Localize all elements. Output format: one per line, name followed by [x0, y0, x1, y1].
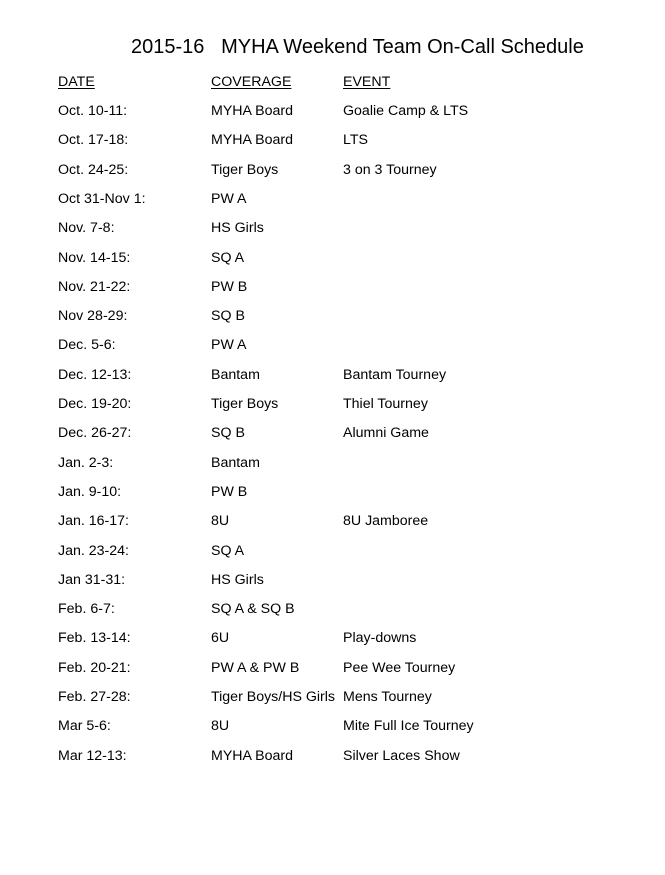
- row-coverage: PW A & PW B: [211, 660, 300, 676]
- table-row: [0, 599, 665, 619]
- row-coverage: 6U: [211, 630, 230, 646]
- row-coverage: SQ A: [211, 543, 245, 559]
- table-row: [0, 423, 665, 443]
- table-row: [0, 394, 665, 414]
- table-row: [0, 482, 665, 502]
- row-coverage: Bantam: [211, 455, 260, 471]
- row-coverage: 8U: [211, 513, 230, 529]
- row-event: Play-downs: [343, 630, 417, 646]
- row-coverage: Bantam: [211, 367, 260, 383]
- row-date: Nov. 14-15:: [58, 250, 131, 266]
- table-row: [0, 335, 665, 355]
- row-date: Nov. 7-8:: [58, 220, 115, 236]
- table-row: [0, 716, 665, 736]
- table-row: [0, 453, 665, 473]
- row-date: Feb. 6-7:: [58, 601, 115, 617]
- row-date: Nov 28-29:: [58, 308, 128, 324]
- table-row: [0, 101, 665, 121]
- table-row: [0, 746, 665, 766]
- row-coverage: PW A: [211, 337, 247, 353]
- row-event: Mite Full Ice Tourney: [343, 718, 474, 734]
- header-event: EVENT: [343, 74, 391, 90]
- table-row: [0, 511, 665, 531]
- row-coverage: SQ B: [211, 308, 245, 324]
- row-date: Jan. 9-10:: [58, 484, 122, 500]
- row-date: Dec. 12-13:: [58, 367, 132, 383]
- row-coverage: PW A: [211, 191, 247, 207]
- row-coverage: SQ A & SQ B: [211, 601, 295, 617]
- table-row: [0, 628, 665, 648]
- row-date: Oct. 24-25:: [58, 162, 129, 178]
- table-row: [0, 570, 665, 590]
- row-event: Pee Wee Tourney: [343, 660, 456, 676]
- row-coverage: Tiger Boys: [211, 396, 279, 412]
- row-date: Oct. 10-11:: [58, 103, 128, 119]
- row-date: Jan. 23-24:: [58, 543, 129, 559]
- row-event: LTS: [343, 132, 368, 148]
- row-coverage: HS Girls: [211, 220, 264, 236]
- row-date: Oct 31-Nov 1:: [58, 191, 146, 207]
- row-coverage: 8U: [211, 718, 230, 734]
- table-row: [0, 277, 665, 297]
- row-date: Jan. 16-17:: [58, 513, 129, 529]
- row-event: Goalie Camp & LTS: [343, 103, 469, 119]
- table-row: [0, 687, 665, 707]
- row-date: Dec. 19-20:: [58, 396, 132, 412]
- row-date: Jan. 2-3:: [58, 455, 114, 471]
- row-event: Mens Tourney: [343, 689, 432, 705]
- page-title: 2015-16 MYHA Weekend Team On-Call Schedule: [131, 36, 584, 58]
- table-row: [0, 365, 665, 385]
- table-row: [0, 218, 665, 238]
- row-date: Dec. 5-6:: [58, 337, 116, 353]
- row-event: Thiel Tourney: [343, 396, 428, 412]
- row-date: Nov. 21-22:: [58, 279, 131, 295]
- row-date: Dec. 26-27:: [58, 425, 132, 441]
- table-header: [0, 72, 665, 92]
- row-event: Bantam Tourney: [343, 367, 447, 383]
- row-date: Mar 12-13:: [58, 748, 127, 764]
- row-coverage: MYHA Board: [211, 103, 294, 119]
- table-row: [0, 306, 665, 326]
- row-event: Silver Laces Show: [343, 748, 460, 764]
- row-coverage: PW B: [211, 279, 248, 295]
- row-date: Feb. 13-14:: [58, 630, 131, 646]
- row-event: 3 on 3 Tourney: [343, 162, 437, 178]
- row-date: Feb. 20-21:: [58, 660, 131, 676]
- row-coverage: SQ B: [211, 425, 245, 441]
- row-coverage: SQ A: [211, 250, 245, 266]
- row-coverage: MYHA Board: [211, 748, 294, 764]
- row-coverage: HS Girls: [211, 572, 264, 588]
- table-row: [0, 160, 665, 180]
- row-date: Feb. 27-28:: [58, 689, 131, 705]
- table-row: [0, 658, 665, 678]
- header-date: DATE: [58, 74, 95, 90]
- row-coverage: MYHA Board: [211, 132, 294, 148]
- row-coverage: Tiger Boys/HS Girls: [211, 689, 336, 705]
- table-row: [0, 248, 665, 268]
- row-event: 8U Jamboree: [343, 513, 429, 529]
- row-event: Alumni Game: [343, 425, 429, 441]
- row-coverage: Tiger Boys: [211, 162, 279, 178]
- table-row: [0, 541, 665, 561]
- table-row: [0, 130, 665, 150]
- row-coverage: PW B: [211, 484, 248, 500]
- table-row: [0, 189, 665, 209]
- row-date: Mar 5-6:: [58, 718, 111, 734]
- header-coverage: COVERAGE: [211, 74, 292, 90]
- row-date: Jan 31-31:: [58, 572, 126, 588]
- row-date: Oct. 17-18:: [58, 132, 129, 148]
